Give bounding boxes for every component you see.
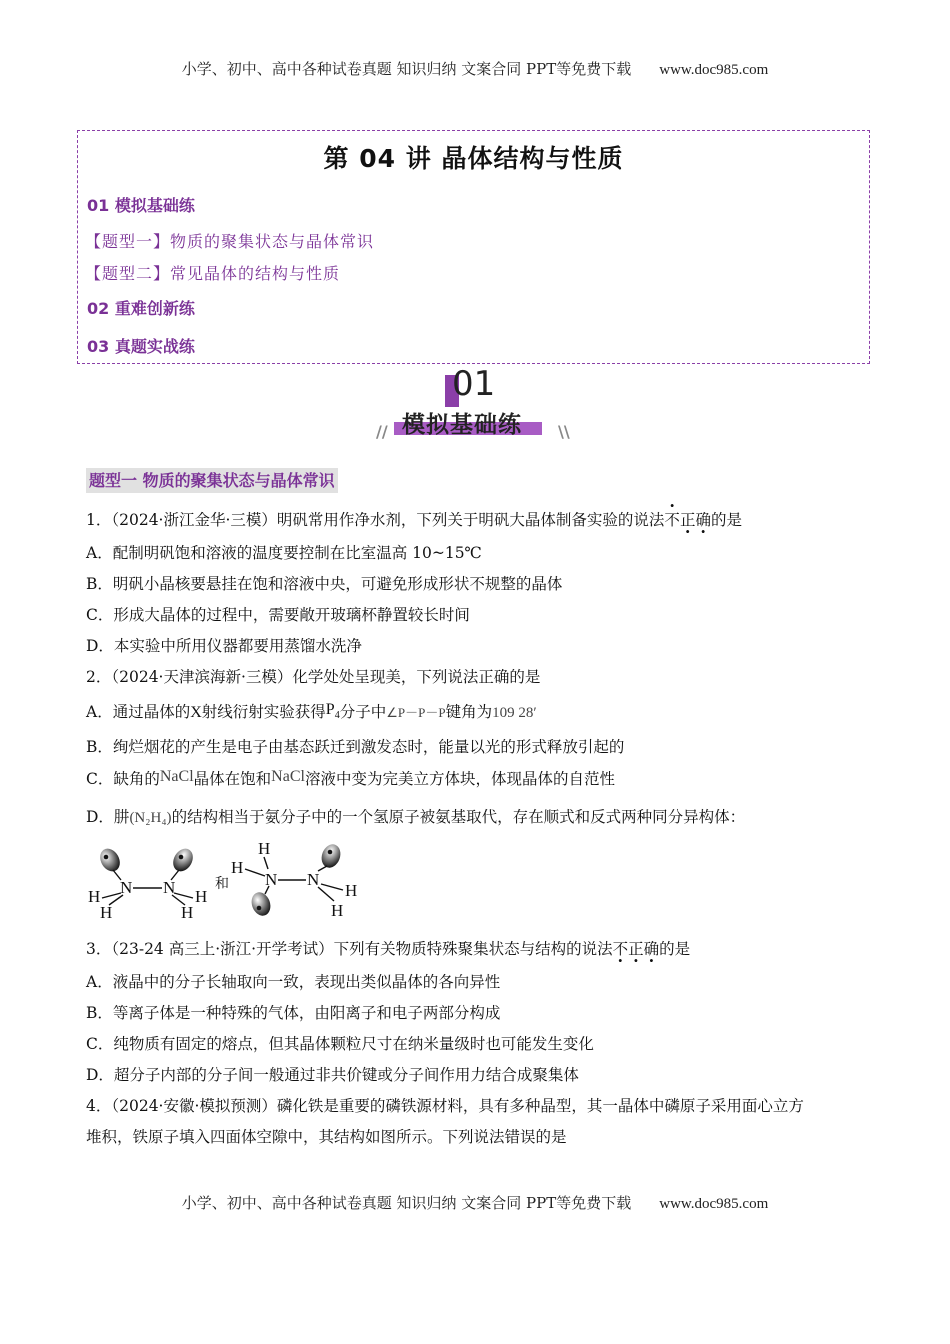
page-footer [0, 1192, 950, 1213]
hydrazine-structures [85, 838, 375, 922]
banner-number: 01 [452, 364, 496, 404]
lone-pair-dot [328, 850, 333, 855]
q2d-text-2: 的结构相当于氨分子中的一个氢原子被氨基取代，存在顺式和反式两种同分异构体： [171, 808, 746, 826]
header-text: 小学、初中、高中各种试卷真题 知识归纳 文案合同 PPT等免费下载 [181, 60, 632, 78]
q1-stem-end: 的是 [710, 511, 742, 529]
toc-item-type2: 【题型二】常见晶体的结构与性质 [85, 264, 341, 283]
q2a-text-2: 射线衍射实验获得 [201, 703, 326, 721]
footer-site[interactable]: www.doc985.com [659, 1196, 769, 1212]
q2a-text-1: A．通过晶体的 [86, 703, 191, 721]
q2-option-d [86, 805, 745, 827]
banner-left-slash: // [376, 422, 388, 441]
atom-n: N [307, 870, 320, 889]
toc-item-02: 02 重难创新练 [87, 299, 195, 318]
lone-pair-dot [257, 906, 262, 911]
q1-emph-3: 确 [695, 511, 711, 529]
q2a-text-4: 键角为 [445, 703, 493, 721]
q2c-nacl-2: NaCl [271, 768, 305, 785]
atom-h: H [100, 903, 113, 922]
q3-stem-end: 的是 [659, 940, 691, 958]
toc-box [77, 130, 870, 364]
atom-h: H [331, 901, 344, 920]
q2-option-c [86, 767, 615, 789]
lone-pair-dot [179, 855, 184, 860]
lone-pair-icon [248, 890, 273, 919]
q2-option-b: B．绚烂烟花的产生是电子由基态跃迁到激发态时，能量以光的形式释放引起的 [86, 738, 625, 756]
q1-option-a: A．配制明矾饱和溶液的温度要控制在比室温高 10~15℃ [86, 544, 482, 562]
q2d-text-1: D．肼 [86, 808, 130, 826]
q1-option-d: D．本实验中所用仪器都要用蒸馏水洗净 [86, 637, 362, 655]
q3-emph-3: 确 [643, 940, 660, 958]
lone-pair-icon [318, 842, 343, 871]
q3-option-d: D．超分子内部的分子间一般通过非共价键或分子间作用力结合成聚集体 [86, 1066, 579, 1084]
q3-option-c: C．纯物质有固定的熔点，但其晶体颗粒尺寸在纳米量级时也可能发生变化 [86, 1035, 594, 1053]
q1-emph-2: 正 [679, 511, 696, 529]
q2-option-a [86, 700, 537, 724]
q2c-text-3: 溶液中变为完美立方体块，体现晶体的自范性 [304, 770, 615, 788]
q1-option-b: B．明矾小晶核要悬挂在饱和溶液中央，可避免形成形状不规整的晶体 [86, 575, 563, 593]
atom-h: H [195, 887, 208, 906]
q2c-text-1: C．缺角的 [86, 770, 160, 788]
banner-title: 模拟基础练 [402, 412, 522, 438]
lone-pair-icon [169, 845, 197, 875]
atom-h: H [231, 858, 244, 877]
footer-text: 小学、初中、高中各种试卷真题 知识归纳 文案合同 PPT等免费下载 [181, 1194, 632, 1212]
section-heading: 题型一 物质的聚集状态与晶体常识 [86, 468, 338, 493]
q1-stem [86, 508, 742, 530]
and-word: 和 [215, 876, 229, 892]
atom-h: H [88, 887, 101, 906]
section-banner [372, 364, 582, 444]
q2a-p4 [325, 701, 340, 722]
q2a-angle: ∠P－P－P [386, 705, 446, 720]
banner-right-slash: \\ [558, 422, 570, 441]
q3-stem [86, 937, 690, 959]
header-site[interactable]: www.doc985.com [659, 62, 769, 78]
atom-h: H [258, 839, 271, 858]
q3-option-b: B．等离子体是一种特殊的气体，由阳离子和电子两部分构成 [86, 1004, 501, 1022]
q4-stem-line2: 堆积，铁原子填入四面体空隙中，其结构如图所示。下列说法错误的是 [86, 1128, 567, 1146]
q2a-p4-p: P [325, 701, 335, 718]
page-title: 第 04 讲 晶体结构与性质 [323, 144, 624, 173]
atom-h: H [181, 903, 194, 922]
q3-emph-2: 正 [628, 940, 644, 958]
q2c-nacl-1: NaCl [159, 768, 194, 785]
q3-emph-1: 不 [612, 940, 629, 958]
q4-stem-line1: 4．（2024·安徽·模拟预测）磷化铁是重要的磷铁源材料，具有多种晶型，其一晶体中磷原子采用面心立方 [86, 1097, 804, 1115]
lone-pair-dot [104, 855, 109, 860]
q2a-x: X [190, 704, 202, 721]
q2-stem: 2．（2024·天津滨海新·三模）化学处处呈现美，下列说法正确的是 [86, 668, 541, 686]
atom-h: H [345, 881, 358, 900]
toc-item-01: 01 模拟基础练 [87, 196, 195, 215]
q1-emph-1: 不 [664, 511, 680, 529]
atom-n: N [163, 878, 176, 897]
q3-option-a: A．液晶中的分子长轴取向一致，表现出类似晶体的各向异性 [86, 973, 501, 991]
toc-item-type1: 【题型一】物质的聚集状态与晶体常识 [85, 232, 375, 251]
q3-stem-text: 3．（23-24 高三上·浙江·开学考试）下列有关物质特殊聚集状态与结构的说法 [86, 940, 613, 958]
q2d-formula: (N₂H₄) [129, 810, 172, 826]
q2a-text-3: 分子中 [339, 703, 387, 721]
atom-n: N [265, 870, 278, 889]
q1-option-c: C．形成大晶体的过程中，需要敞开玻璃杯静置较长时间 [86, 606, 470, 624]
page-header [0, 58, 950, 79]
lone-pair-icon [96, 845, 124, 875]
q2a-p4-sub: 4 [334, 710, 340, 722]
atom-n: N [120, 878, 133, 897]
q1-stem-text: 1．（2024·浙江金华·三模）明矾常用作净水剂，下列关于明矾大晶体制备实验的说法 [86, 511, 665, 529]
q2c-text-2: 晶体在饱和 [193, 770, 272, 788]
toc-item-03: 03 真题实战练 [87, 337, 195, 356]
q2a-value: 109 28′ [492, 705, 537, 721]
